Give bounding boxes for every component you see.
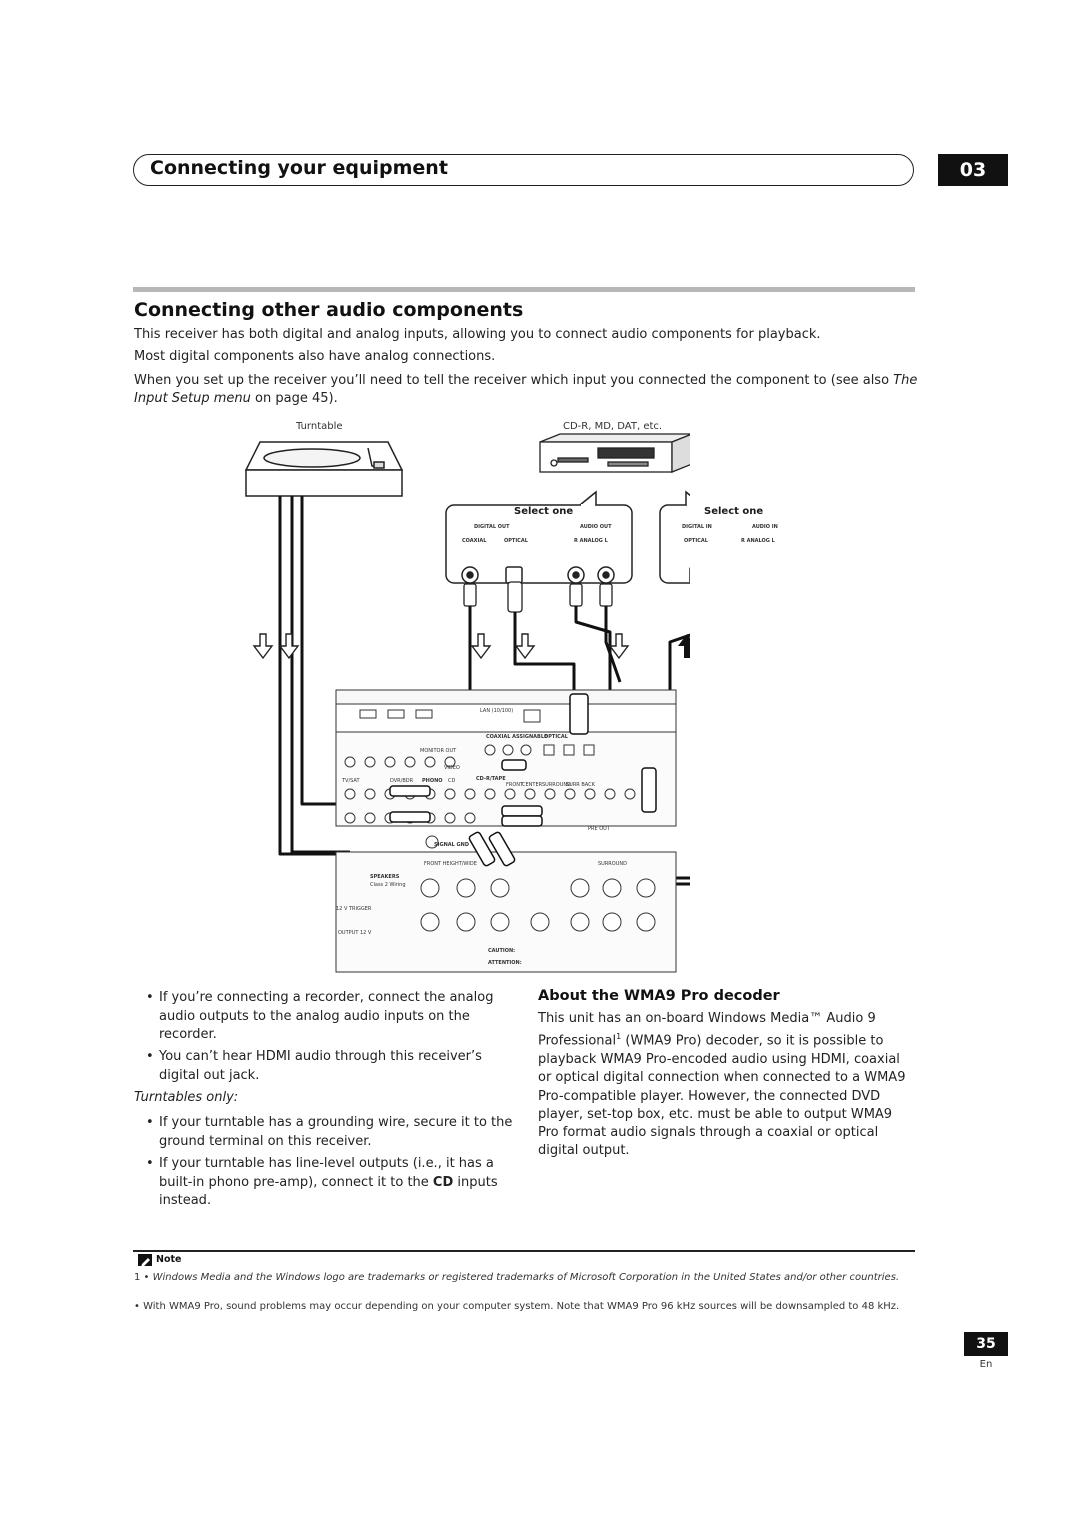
phono-label: PHONO — [422, 778, 443, 784]
tvsat-label: TV/SAT — [342, 778, 360, 784]
caution-label: CAUTION: — [488, 948, 516, 954]
left-select-title: Select one — [514, 506, 574, 517]
class-wiring-label: Class 2 Wiring — [370, 882, 406, 888]
surr-back-label: SURR BACK — [566, 782, 595, 788]
monitor-out-label: MONITOR OUT — [420, 748, 457, 754]
center-label: CENTER — [522, 782, 543, 788]
turntable-label: Turntable — [296, 421, 343, 432]
optical-out-label: OPTICAL — [504, 538, 528, 544]
receiver-back-panel — [336, 690, 676, 972]
surround-label: SURROUND — [542, 782, 571, 788]
analog-out-label: R ANALOG L — [574, 538, 608, 544]
preout-label: PRE OUT — [588, 826, 610, 832]
chapter-number: 03 — [938, 154, 1008, 186]
output-label: OUTPUT 12 V — [338, 930, 372, 936]
intro-paragraph-3: When you set up the receiver you’ll need to tell the receiver which input you connected the component to (see also The Input Setup menu on page 45). — [134, 373, 918, 406]
footnote-ref: 1 — [616, 1032, 622, 1042]
optical-assignable-label: OPTICAL — [544, 734, 568, 740]
section-title: Connecting other audio components — [134, 299, 524, 321]
bullet-line-level: • If your turntable has line-level outputs (i.e., it has a built-in phono pre-amp), connect it to the CD inputs instead. — [143, 1155, 518, 1211]
cd-label: CD — [448, 778, 456, 784]
trigger-label: 12 V TRIGGER — [336, 906, 372, 912]
analog-in-label: R ANALOG L — [741, 538, 775, 544]
pencil-icon — [138, 1254, 152, 1266]
page-number: 35 — [964, 1332, 1008, 1356]
audio-in-label: AUDIO IN — [752, 524, 778, 530]
speakers-label: SPEAKERS — [370, 874, 400, 880]
right-select-title: Select one — [704, 506, 764, 517]
intro-paragraph-2: Most digital components also have analog connections. — [134, 349, 496, 364]
footnote-2: • With WMA9 Pro, sound problems may occur depending on your computer system. Note that WMA9 Pro 96 kHz sources will be downsampled to 48 kHz. — [134, 1301, 900, 1312]
attention-label: ATTENTION: — [488, 960, 522, 966]
audio-out-label: AUDIO OUT — [580, 524, 612, 530]
chapter-title: Connecting your equipment — [150, 157, 448, 179]
section-rule — [133, 287, 915, 292]
footnote-1: 1 • Windows Media and the Windows logo are trademarks or registered trademarks of Microsoft Corporation in the United States and/or other countries. — [134, 1272, 900, 1283]
cross-reference: The Input Setup menu — [134, 373, 918, 406]
note-rule — [133, 1250, 915, 1252]
recorder-icon — [540, 434, 690, 472]
digital-in-label: DIGITAL IN — [682, 524, 712, 530]
front-label: FRONT — [506, 782, 524, 788]
bullet-hdmi: • You can’t hear HDMI audio through this receiver’s digital out jack. — [143, 1048, 518, 1085]
wma-paragraph: This unit has an on-board Windows Media™ Audio 9 Professional$^1$ (WMA9 Pro) decoder, so it is possible to playback WMA9 Pro-encoded audio using HDMI, coaxial or optical digital connection when connected to a WMA9 Pro-compatible player. However, the connected DVD player, set-top box, etc. must be able to output WMA9 Pro format audio signals through a coaxial or optical digital output. — [538, 1011, 906, 1159]
coaxial-assignable-label: COAXIAL ASSIGNABLE — [486, 734, 548, 740]
language-code: En — [979, 1359, 993, 1370]
turntable-icon — [246, 442, 402, 496]
front-height-label: FRONT HEIGHT/WIDE — [424, 861, 477, 867]
coaxial-label: COAXIAL — [462, 538, 487, 544]
video-label: VIDEO — [444, 765, 460, 771]
turntables-only-heading: Turntables only: — [134, 1090, 239, 1105]
digital-out-label: DIGITAL OUT — [474, 524, 510, 530]
connection-diagram — [240, 432, 690, 977]
wma-heading: About the WMA9 Pro decoder — [538, 988, 780, 1004]
lan-label: LAN (10/100) — [480, 708, 514, 714]
dvr-bdr-label: DVR/BDR — [390, 778, 414, 784]
note-label: Note — [156, 1254, 182, 1265]
optical-in-label: OPTICAL — [684, 538, 708, 544]
cdr-tape-label: CD-R/TAPE — [476, 776, 506, 782]
signal-gnd-label: SIGNAL GND — [434, 842, 469, 848]
intro-paragraph-1: This receiver has both digital and analog inputs, allowing you to connect audio components for playback. — [134, 327, 821, 342]
surround-speaker-label: SURROUND — [598, 861, 627, 867]
bullet-recorder: • If you’re connecting a recorder, connect the analog audio outputs to the analog audio inputs on the recorder. — [143, 989, 518, 1045]
bullet-grounding: • If your turntable has a grounding wire, secure it to the ground terminal on this receiver. — [143, 1114, 518, 1151]
recorder-label: CD-R, MD, DAT, etc. — [563, 421, 663, 432]
